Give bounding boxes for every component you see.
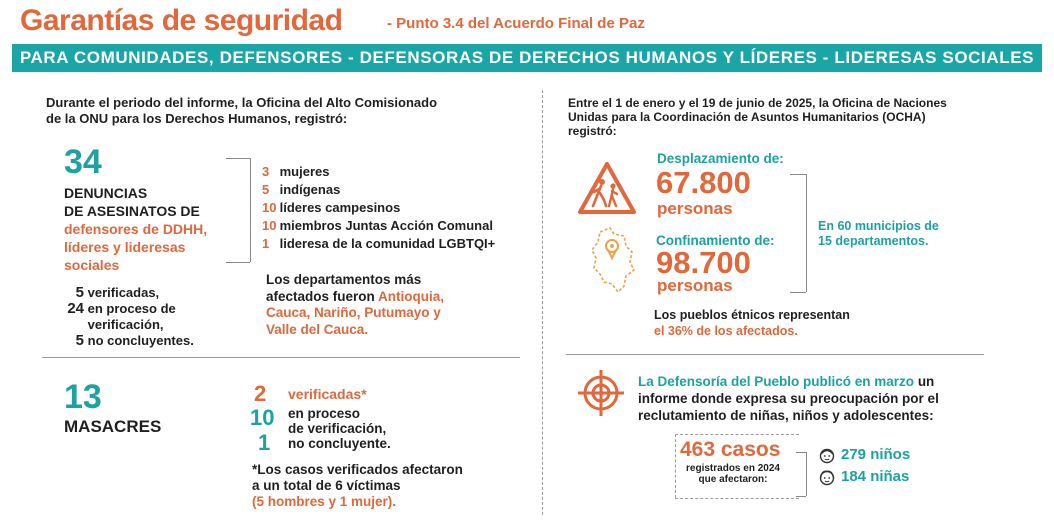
boy-face-icon [818,446,836,464]
masacres-inconclusive-count: 1 [258,430,271,455]
masacres-note-line2: a un total de 6 víctimas [252,478,401,493]
status-count: 5 [75,284,84,301]
cases-sub-line2: que afectaron: [698,474,768,485]
breakdown-count: 1 [262,236,270,251]
boys-count: 279 niños [841,446,911,463]
left-intro-line1: Durante el periodo del informe, la Oficina del Alto Comisionado [46,95,438,110]
denuncias-number: 34 [64,143,102,181]
right-bracket-bottom [790,292,806,293]
cases-bracket-vertical [806,452,807,496]
status-row [60,301,194,317]
status-row [60,317,194,333]
defensoria-line2: informe donde expresa su preocupación por el [638,391,939,406]
confinement-label: Confinamiento de: [656,233,775,248]
status-text: verificación, [87,317,164,332]
breakdown-row [262,217,495,235]
target-icon [576,368,626,418]
cases-dash-left [675,434,676,498]
right-intro [568,96,947,138]
departments-line4: Valle del Cauca. [266,321,369,337]
center-divider [542,90,543,515]
masacres-number: 13 [64,378,102,416]
breakdown-text: miembros Juntas Acción Comunal [279,218,493,233]
bracket-bottom [226,262,250,263]
cases-bracket-top [796,452,806,453]
confinement-map-icon [590,226,636,296]
right-intro-line3: registró: [568,124,617,138]
left-intro-line2: de la ONU para los Derechos Humanos, registró: [46,111,348,126]
ethnic-highlight: 36% de los afectados. [667,324,798,338]
breakdown-row [262,235,495,253]
left-intro [46,95,437,127]
breakdown-row [262,163,495,181]
denuncias-desc-line3: sociales [64,257,120,273]
breakdown-row [262,199,495,217]
departments-line1: Los departamentos más [266,272,422,287]
confinement-number: 98.700 [656,245,751,280]
status-text: en proceso de [87,301,176,316]
breakdown-count: 10 [262,200,277,215]
denuncias-desc-line2: líderes y lideresas [64,239,186,255]
displacement-label: Desplazamiento de: [657,151,784,166]
breakdown-text: mujeres [279,164,330,179]
page-subtitle: - Punto 3.4 del Acuerdo Final de Paz [387,15,645,32]
right-intro-line1: Entre el 1 de enero y el 19 de junio de 2025, la Oficina de Naciones [568,96,947,110]
departments-highlight: Antioquia, [378,288,445,304]
denuncias-status [60,285,194,349]
breakdown-row [262,181,495,199]
masacres-note-line3: (5 hombres y 1 mujer). [252,494,397,509]
denuncias-desc-line1: defensores de DDHH, [64,221,208,237]
breakdown-text: lideresa de la comunidad LGBTQI+ [279,236,496,251]
ethnic-line2 [654,323,850,339]
defensoria-line3: reclutamiento de niñas, niños y adolescentes: [638,408,934,423]
displacement-warning-icon [576,160,638,216]
breakdown-text: líderes campesinos [279,200,401,215]
masacres-label: MASACRES [64,417,162,436]
breakdown-count: 5 [262,182,270,197]
defensoria-highlight: La Defensoría del Pueblo publicó en marzo [638,374,915,389]
masacres-verified-count: 2 [254,381,267,406]
masacres-process-label [288,406,386,436]
displacement-number: 67.800 [656,165,751,200]
right-divider [566,354,984,355]
cases-bracket-bottom [796,496,806,497]
masacres-process-line1: en proceso [288,406,361,421]
departments-text [266,272,444,338]
bracket-vertical [250,158,251,262]
denuncias-label [64,184,207,274]
status-count: 5 [75,332,84,349]
masacres-note-line1: *Los casos verificados afectaron [252,462,463,477]
right-bracket-vertical [806,174,807,292]
masacres-process-line2: de verificación, [288,421,387,436]
cases-number: 463 casos [680,438,781,461]
status-text: no concluyentes. [87,333,194,348]
breakdown-count: 10 [262,218,277,233]
denuncias-label-line1: DENUNCIAS [64,185,148,201]
cases-dash-bottom [675,498,799,499]
defensoria-text [638,373,939,424]
confinement-unit: personas [657,276,733,295]
defensoria-line1 [638,373,939,390]
girls-count: 184 niñas [841,468,910,485]
status-text: verificadas, [87,285,160,300]
status-row [60,285,194,301]
masacres-process-count: 10 [250,405,275,430]
status-row [60,333,194,349]
girl-face-icon [818,468,836,486]
cases-sub-line1: registrados en 2024 [686,463,780,474]
status-count: 24 [67,300,84,317]
departments-line3: Cauca, Nariño, Putumayo y [266,305,441,320]
right-intro-line2: Unidas para la Coordinación de Asuntos Humanitarios (OCHA) [568,110,926,124]
breakdown-text: indígenas [279,182,341,197]
ethnic-line2-prefix: el [654,324,668,338]
cases-dash-top [675,434,799,435]
scope-text [818,219,939,249]
denuncias-breakdown [262,163,495,253]
right-bracket-top [790,174,806,175]
bracket-top [226,158,250,159]
left-divider [42,357,520,358]
masacres-verified-label: verificadas* [288,386,367,402]
departments-line2 [266,289,444,306]
masacres-inconclusive-label: no concluyente. [288,436,391,451]
departments-line2-text: afectados fueron [266,288,379,304]
scope-line1: En 60 municipios de [818,219,939,233]
ethnic-text [654,307,850,339]
denuncias-label-line2: DE ASESINATOS DE [64,203,200,219]
ethnic-line1: Los pueblos étnicos representan [654,308,850,322]
breakdown-count: 3 [262,164,270,179]
defensoria-line1-suffix: un [914,374,935,389]
scope-line2: 15 departamentos. [818,234,929,248]
displacement-unit: personas [657,199,733,218]
cases-subtext [680,463,786,485]
page-title: Garantías de seguridad [20,4,343,37]
section-banner: PARA COMUNIDADES, DEFENSORES - DEFENSORAS DE DERECHOS HUMANOS Y LÍDERES - LIDERESAS SOCIALES [12,44,1042,72]
masacres-note [252,462,463,510]
